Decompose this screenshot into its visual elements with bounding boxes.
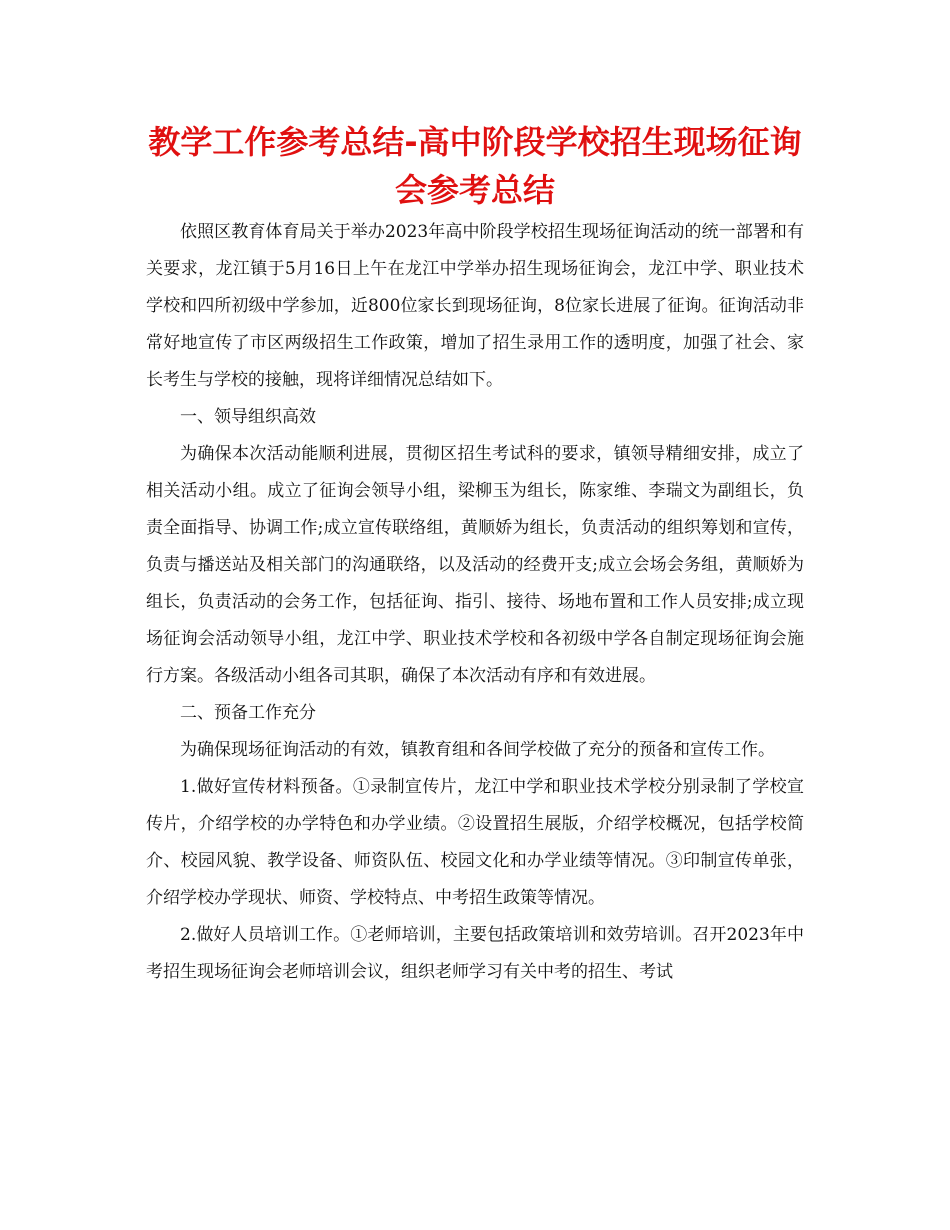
document-body	[146, 214, 804, 991]
document-page	[146, 118, 804, 991]
document-title: 教学工作参考总结-高中阶段学校招生现场征询会参考总结	[148, 123, 802, 209]
section-heading-2: 二、预备工作充分	[180, 703, 316, 723]
paragraph-section-2: 为确保现场征询活动的有效，镇教育组和各间学校做了充分的预备和宣传工作。	[180, 740, 775, 760]
paragraph-intro: 依照区教育体育局关于举办2023年高中阶段学校招生现场征询活动的统一部署和有关要求，龙江镇于5月16日上午在龙江中学举办招生现场征询会，龙江中学、职业技术学校和四所初级中学参加，近800位家长到现场征询，8位家长进展了征询。征询活动非常好地宣传了市区两级招生工作政策，增加了招生录用工作的透明度，加强了社会、家长考生与学校的接触，现将详细情况总结如下。	[146, 222, 804, 390]
section-heading-1: 一、领导组织高效	[180, 407, 316, 427]
paragraph-item-1: 1.做好宣传材料预备。①录制宣传片，龙江中学和职业技术学校分别录制了学校宣传片，介绍学校的办学特色和办学业绩。②设置招生展版，介绍学校概况，包括学校简介、校园风貌、教学设备、师资队伍、校园文化和办学业绩等情况。③印制宣传单张，介绍学校办学现状、师资、学校特点、中考招生政策等情况。	[146, 777, 804, 908]
paragraph-section-1: 为确保本次活动能顺利进展，贯彻区招生考试科的要求，镇领导精细安排，成立了相关活动小组。成立了征询会领导小组，梁柳玉为组长，陈家维、李瑞文为副组长，负责全面指导、协调工作;成立宣传联络组，黄顺娇为组长，负责活动的组织筹划和宣传，负责与播送站及相关部门的沟通联络，以及活动的经费开支;成立会场会务组，黄顺娇为组长，负责活动的会务工作，包括征询、指引、接待、场地布置和工作人员安排;成立现场征询会活动领导小组，龙江中学、职业技术学校和各初级中学各自制定现场征询会施行方案。各级活动小组各司其职，确保了本次活动有序和有效进展。	[146, 444, 804, 686]
paragraph-item-2: 2.做好人员培训工作。①老师培训，主要包括政策培训和效劳培训。召开2023年中考招生现场征询会老师培训会议，组织老师学习有关中考的招生、考试	[146, 925, 804, 982]
